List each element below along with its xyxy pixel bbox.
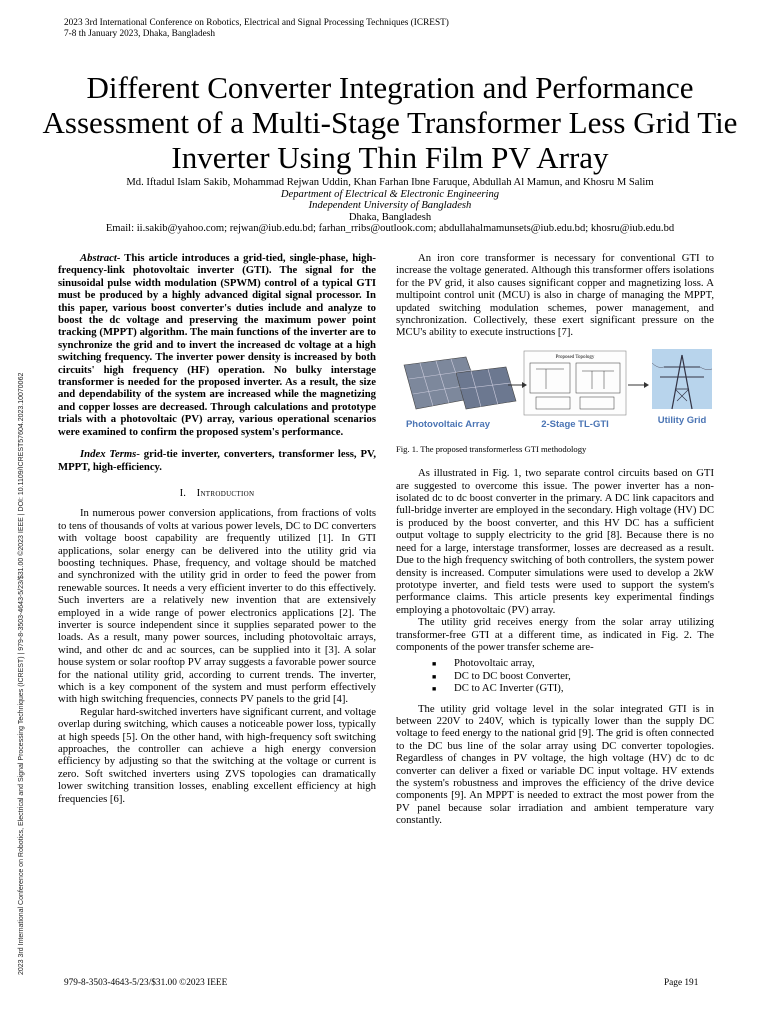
- section-number: I.: [179, 486, 186, 499]
- list-item: ■ DC to DC boost Converter,: [454, 670, 714, 682]
- abstract-label: Abstract-: [80, 252, 121, 264]
- label-photovoltaic-array: Photovoltaic Array: [405, 418, 491, 430]
- author-department: Department of Electrical & Electronic Engineering: [280, 188, 500, 200]
- right-paragraph-2: As illustrated in Fig. 1, two separate control circuits based on GTI are suggested to overcome this issue. The power inverter has a non-isolated dc to dc boost converter in the primary. A DC link capacitors and full-bridge inverter are employed in the secondary. High voltage (HV) DC is produced by the boost converter, and this HV DC has a sufficient output voltage to supply electricity to the grid [8]. Because there is no need for a large, interstage transformer, losses are decreased as a result. Due to the high frequency switching of both controllers, the system power density is increased. Computer simulations were used to develop a 2kW prototype inverter, and field tests were used to support the system's performance claims. This article presents key experimental findings employing a photovoltaic (PV) array.: [396, 467, 714, 616]
- figure-1-diagram: [396, 349, 714, 437]
- right-paragraph-1: An iron core transformer is necessary for conventional GTI to increase the voltage generated. Although this transformer offers isolations for the PV grid, it also causes significant copper and magnetizing loss. A multipoint control unit (MCU) is also in charge of managing the MPPT, updated switching modulation schemes, power management, and synchronization. Collectively, these exert significant pressure on the MCU's ability to execute instructions [7].: [396, 252, 714, 339]
- transmission-tower-illustration: [652, 349, 712, 409]
- topology-schematic: [524, 351, 626, 415]
- right-column: [396, 252, 714, 827]
- label-utility-grid: Utility Grid: [657, 414, 707, 426]
- paper-title: Different Converter Integration and Performance Assessment of a Multi-Stage Transformer Less Grid Tie Inverter Using Thin Film PV Array: [42, 70, 738, 175]
- figure-1-caption: Fig. 1. The proposed transformerless GTI methodology: [396, 443, 587, 454]
- footer-copyright: 979-8-3503-4643-5/23/$31.00 ©2023 IEEE: [64, 978, 228, 988]
- author-city: Dhaka, Bangladesh: [348, 211, 432, 223]
- conference-name: 2023 3rd International Conference on Robotics, Electrical and Signal Processing Techniques (ICREST): [64, 18, 449, 28]
- solar-panel-illustration: [404, 357, 516, 409]
- label-two-stage-gti: 2-Stage TL-GTI: [541, 418, 609, 430]
- abstract-text: This article introduces a grid-tied, single-phase, high-frequency-link photovoltaic inverter (GTI). The signal for the sinusoidal pulse width modulation (SPWM) control of a typical GTI must be produced by a highly advanced digital signal processor. In this paper, various boost converter's duties include and analyze to boost the dc voltage and preserving the maximum power point tracking (MPPT) algorithm. The main functions of the inverter are to synchronize the grid and to invert the increased dc voltage at a high switching frequency. The inverter power density is increased by both circuits' high frequency (HF) operation. No bulky interstage transformer is needed for the proposed inverter. As a result, the size and dependability of the system are increased while the magnetizing and copper losses are decreased. Through calculations and prototype trials with a photovoltaic (PV) array, various operational scenarios were examined to confirm the proposed system's performance.: [58, 252, 376, 438]
- abstract: [58, 252, 376, 438]
- index-terms-label: Index Terms-: [80, 448, 140, 461]
- section-title: Introduction: [196, 486, 255, 499]
- author-university: Independent University of Bangladesh: [308, 200, 472, 212]
- list-item: ■ DC to AC Inverter (GTI),: [454, 682, 714, 694]
- left-column: [58, 252, 376, 805]
- component-list: [396, 657, 714, 694]
- intro-paragraph-1: In numerous power conversion applications, from fractions of volts to tens of thousands of volts at various power levels, DC to DC converters with voltage boost capability are frequently utilized [1]. In GTI applications, solar energy can be delivered into the utility grid via boosting techniques. Phase, frequency, and voltage should be matched and synchronized with the utility grid in order to feed the power from renewable sources. It needs a very efficient inverter to do this effectively. Such inverters are a relatively new invention that are extensively employed in a wide range of power electronics applications [2]. The inverter is source independent since it supplies separated power to the loads. As a result, many power sources, including photovoltaic arrays, wind, and other dc and ac sources, can be supplied into it [3]. A solar house system or solar rooftop PV array suggests a favorable power source for the national utility grid, according to current trends. The inverter, which is a key component of the system and must perform effectively with high switching frequencies, connects PV panels to the grid [4].: [58, 507, 376, 706]
- conference-header: [64, 18, 449, 40]
- topology-title: Proposed Topology: [555, 354, 595, 360]
- section-heading: [58, 487, 376, 499]
- side-identifier: 2023 3rd International Conference on Robotics, Electrical and Signal Processing Techniques (ICREST) | 979-8-3503-4643-5/23/$31.00 ©2023 IEEE | DOI: 10.1109/ICREST57604.2023.10070062: [18, 372, 25, 975]
- index-terms-text: grid-tie inverter, converters, transformer less, PV, MPPT, high-efficiency.: [58, 448, 376, 473]
- footer-page-number: Page 191: [664, 978, 699, 988]
- author-emails: Email: ii.sakib@yahoo.com; rejwan@iub.edu.bd; farhan_rribs@outlook.com; abdullahalmamunsets@iub.edu.bd; khosru@iub.edu.bd: [105, 223, 675, 235]
- author-block: [40, 177, 740, 235]
- figure-1: [396, 349, 714, 437]
- intro-paragraph-2: Regular hard-switched inverters have significant current, and voltage overlap during switching, which causes a noticeable power loss, typically at high speeds [5]. On the other hand, with high-frequency soft switching approaches, the controller can achieve a high energy conversion efficiency by adjusting so that the switching at the voltage or current is zero. Soft switched inverters using ZVS topologies can dramatically lower switching transition losses, enabling excellent efficiency at high frequencies [6].: [58, 705, 376, 805]
- conference-date: 7-8 th January 2023, Dhaka, Bangladesh: [64, 29, 216, 39]
- right-paragraph-4: The utility grid voltage level in the solar integrated GTI is in between 220V to 240V, which is typically lower than the supply DC voltage to feed energy to the national grid [9]. The grid is often connected to the DC bus line of the solar array using DC converter topologies. Regardless of changes in PV voltage, the high voltage (HV) dc to dc converter can deliver a fixed or variable DC input voltage. HV extends the system's robustness and improves the efficiency of the drive device components [9]. An MPPT is needed to extract the most power from the PV panel because solar irradiation and ambient temperature vary constantly.: [396, 702, 714, 827]
- list-item: ■ Photovoltaic array,: [454, 657, 714, 669]
- author-names: Md. Iftadul Islam Sakib, Mohammad Rejwan Uddin, Khan Farhan Ibne Faruque, Abdullah Al Mamun, and Khosru M Salim: [126, 177, 654, 188]
- right-paragraph-3: The utility grid receives energy from the solar array utilizing transformer-free GTI at a different time, as indicated in Fig. 2. The components of the power transfer scheme are-: [396, 616, 714, 653]
- index-terms: [58, 448, 376, 473]
